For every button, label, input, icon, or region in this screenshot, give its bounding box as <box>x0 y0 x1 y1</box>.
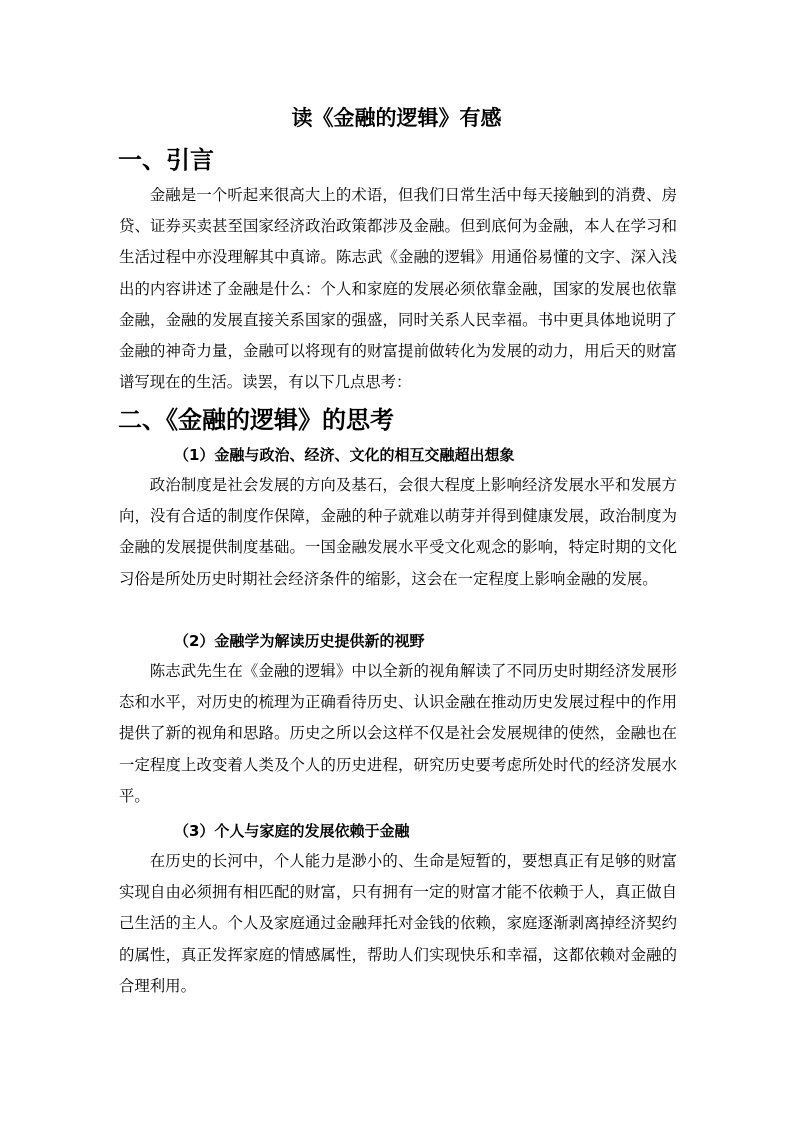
section-heading-introduction: 一、引言 <box>118 146 214 174</box>
subsection-paragraph-3: 在历史的长河中，个人能力是渺小的、生命是短暂的，要想真正有足够的财富实现自由必须拥有相匹配的财富，只有拥有一定的财富才能不依赖于人，真正做自己生活的主人。个人及家庭通过金融拜托对金钱的依赖，家庭逐渐剥离掉经济契约的属性，真正发挥家庭的情感属性，帮助人们实现快乐和幸福，这都依赖对金融的合理利用。 <box>119 852 677 995</box>
subsection-paragraph-1: 政治制度是社会发展的方向及基石，会很大程度上影响经济发展水平和发展方向，没有合适的制度作保障，金融的种子就难以萌芽并得到健康发展，政治制度为金融的发展提供制度基础。一国金融发展水平受文化观念的影响，特定时期的文化习俗是所处历史时期社会经济条件的缩影，这会在一定程度上影响金融的发展。 <box>119 476 677 588</box>
subsection-heading-1: （1）金融与政治、经济、文化的相互交融超出想象 <box>174 446 515 464</box>
intro-paragraph: 金融是一个听起来很高大上的术语，但我们日常生活中每天接触到的消费、房贷、证券买卖甚至国家经济政治政策都涉及金融。但到底何为金融，本人在学习和生活过程中亦没理解其中真谛。陈志武《金融的逻辑》用通俗易懂的文字、深入浅出的内容讲述了金融是什么：个人和家庭的发展必须依靠金融，国家的发展也依靠金融，金融的发展直接关系国家的强盛，同时关系人民幸福。书中更具体地说明了金融的神奇力量，金融可以将现有的财富提前做转化为发展的动力，用后天的财富谱写现在的生活。读罢，有以下几点思考： <box>119 186 677 392</box>
subsection-paragraph-2: 陈志武先生在《金融的逻辑》中以全新的视角解读了不同历史时期经济发展形态和水平，对历史的梳理为正确看待历史、认识金融在推动历史发展过程中的作用提供了新的视角和思路。历史之所以会这样不仅是社会发展规律的使然，金融也在一定程度上改变着人类及个人的历史进程，研究历史要考虑所处时代的经济发展水平。 <box>119 662 677 805</box>
section-heading-reflections: 二、《金融的逻辑》的思考 <box>118 406 394 434</box>
document-title: 读《金融的逻辑》有感 <box>291 106 502 130</box>
subsection-heading-2: （2）金融学为解读历史提供新的视野 <box>174 632 425 650</box>
subsection-heading-3: （3）个人与家庭的发展依赖于金融 <box>174 822 410 840</box>
